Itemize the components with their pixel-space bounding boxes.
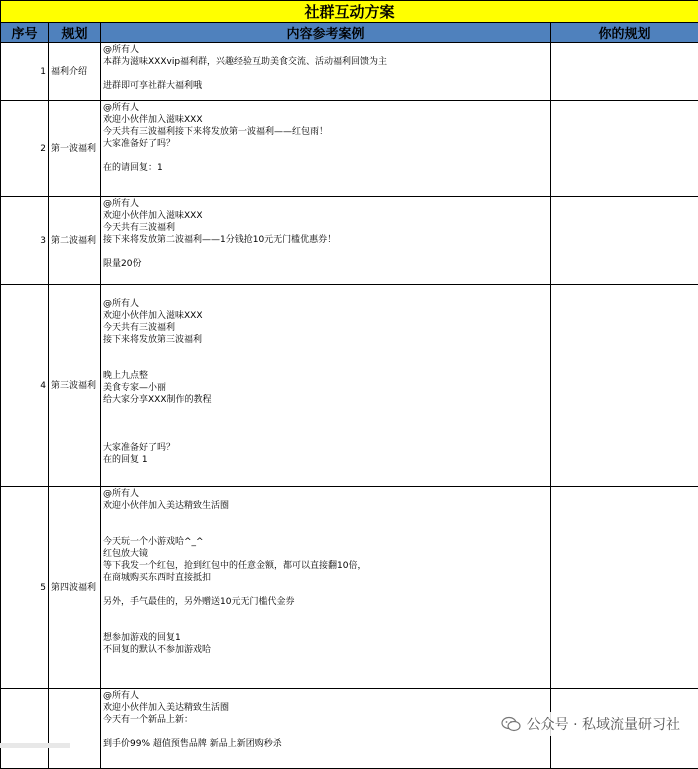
row-your-plan[interactable] (551, 101, 698, 197)
table-row (1, 197, 698, 285)
content-line (103, 406, 548, 418)
header-index: 序号 (1, 23, 49, 43)
row-index[interactable]: 3 (1, 197, 49, 285)
content-line: 另外，手气最佳的，另外赠送10元无门槛代金券 (103, 596, 548, 608)
sheet-title: 社群互动方案 (1, 1, 698, 23)
content-line: 在的请回复：1 (103, 162, 548, 174)
row-your-plan[interactable] (551, 197, 698, 285)
content-line (103, 726, 548, 738)
content-line: @所有人 (103, 102, 548, 114)
table-row (1, 43, 698, 101)
row-plan[interactable]: 第一波福利 (49, 101, 101, 197)
row-plan[interactable]: 第二波福利 (49, 197, 101, 285)
content-line (103, 246, 548, 258)
content-line: 欢迎小伙伴加入美达精致生活圈 (103, 702, 548, 714)
content-line: 到手价99% 超值预售品牌 新品上新团购秒杀 (103, 738, 548, 750)
table-body (1, 43, 698, 769)
content-line: 欢迎小伙伴加入滋味XXX (103, 310, 548, 322)
content-line: 今天共有三波福利 (103, 322, 548, 334)
row-plan[interactable] (49, 689, 101, 769)
content-line: @所有人 (103, 488, 548, 500)
row-content[interactable] (101, 43, 551, 101)
header-plan: 规划 (49, 23, 101, 43)
content-line: 等下我发一个红包，抢到红包中的任意金额，都可以直接翻10倍， (103, 560, 548, 572)
row-index[interactable] (1, 689, 49, 769)
content-line: 欢迎小伙伴加入滋味XXX (103, 114, 548, 126)
row-content[interactable] (101, 197, 551, 285)
row-content[interactable] (101, 101, 551, 197)
content-line (103, 512, 548, 524)
content-line: @所有人 (103, 298, 548, 310)
table-row (1, 285, 698, 487)
content-line: 进群即可享社群大福利哦 (103, 80, 548, 92)
content-line: 今天共有三波福利 (103, 222, 548, 234)
row-your-plan[interactable] (551, 285, 698, 487)
row-plan[interactable]: 福利介绍 (49, 43, 101, 101)
content-line: 限量20份 (103, 258, 548, 270)
content-line (103, 418, 548, 430)
wechat-icon (501, 716, 521, 732)
row-content[interactable] (101, 285, 551, 487)
content-line: @所有人 (103, 690, 548, 702)
content-line: 在的回复 1 (103, 454, 548, 466)
row-plan[interactable]: 第四波福利 (49, 487, 101, 689)
header-yours: 你的规划 (551, 23, 698, 43)
row-index[interactable]: 4 (1, 285, 49, 487)
row-content[interactable] (101, 487, 551, 689)
row-index[interactable]: 5 (1, 487, 49, 689)
table-row (1, 487, 698, 689)
content-line: @所有人 (103, 198, 548, 210)
content-line: 想参加游戏的回复1 (103, 632, 548, 644)
content-line (103, 620, 548, 632)
row-content[interactable] (101, 689, 551, 769)
row-index[interactable]: 1 (1, 43, 49, 101)
content-line: 接下来将发放第三波福利 (103, 334, 548, 346)
watermark (497, 712, 684, 736)
content-line: 在商城购买东西时直接抵扣 (103, 572, 548, 584)
watermark-text: 公众号 · 私域流量研习社 (527, 714, 680, 734)
row-your-plan[interactable] (551, 43, 698, 101)
content-line: 本群为滋味XXXvip福利群，兴趣经验互助美食交流、活动福利回馈为主 (103, 56, 548, 68)
content-line (103, 524, 548, 536)
row-plan[interactable]: 第三波福利 (49, 285, 101, 487)
content-line: 接下来将发放第二波福利——1分钱抢10元无门槛优惠券！ (103, 234, 548, 246)
sheet-tab-strip (0, 743, 70, 748)
content-line: 欢迎小伙伴加入美达精致生活圈 (103, 500, 548, 512)
content-line: 欢迎小伙伴加入滋味XXX (103, 210, 548, 222)
content-line: 红包放大镜 (103, 548, 548, 560)
content-line (103, 286, 548, 298)
content-line: 今天玩一个小游戏哈^_^ (103, 536, 548, 548)
content-line (103, 68, 548, 80)
content-line (103, 346, 548, 358)
content-line: 美食专家—小丽 (103, 382, 548, 394)
row-index[interactable]: 2 (1, 101, 49, 197)
table-row (1, 101, 698, 197)
row-your-plan[interactable] (551, 487, 698, 689)
content-line (103, 430, 548, 442)
content-line: 今天共有三波福利接下来将发放第一波福利——红包雨！ (103, 126, 548, 138)
content-line: 大家准备好了吗？ (103, 442, 548, 454)
header-content: 内容参考案例 (101, 23, 551, 43)
content-line (103, 584, 548, 596)
content-line: 今天有一个新品上新： (103, 714, 548, 726)
content-line: 大家准备好了吗？ (103, 138, 548, 150)
content-line (103, 358, 548, 370)
content-line: @所有人 (103, 44, 548, 56)
content-line (103, 150, 548, 162)
content-line: 不回复的默认不参加游戏哈 (103, 644, 548, 656)
content-line: 晚上九点整 (103, 370, 548, 382)
content-line: 给大家分享XXX制作的教程 (103, 394, 548, 406)
content-line (103, 608, 548, 620)
